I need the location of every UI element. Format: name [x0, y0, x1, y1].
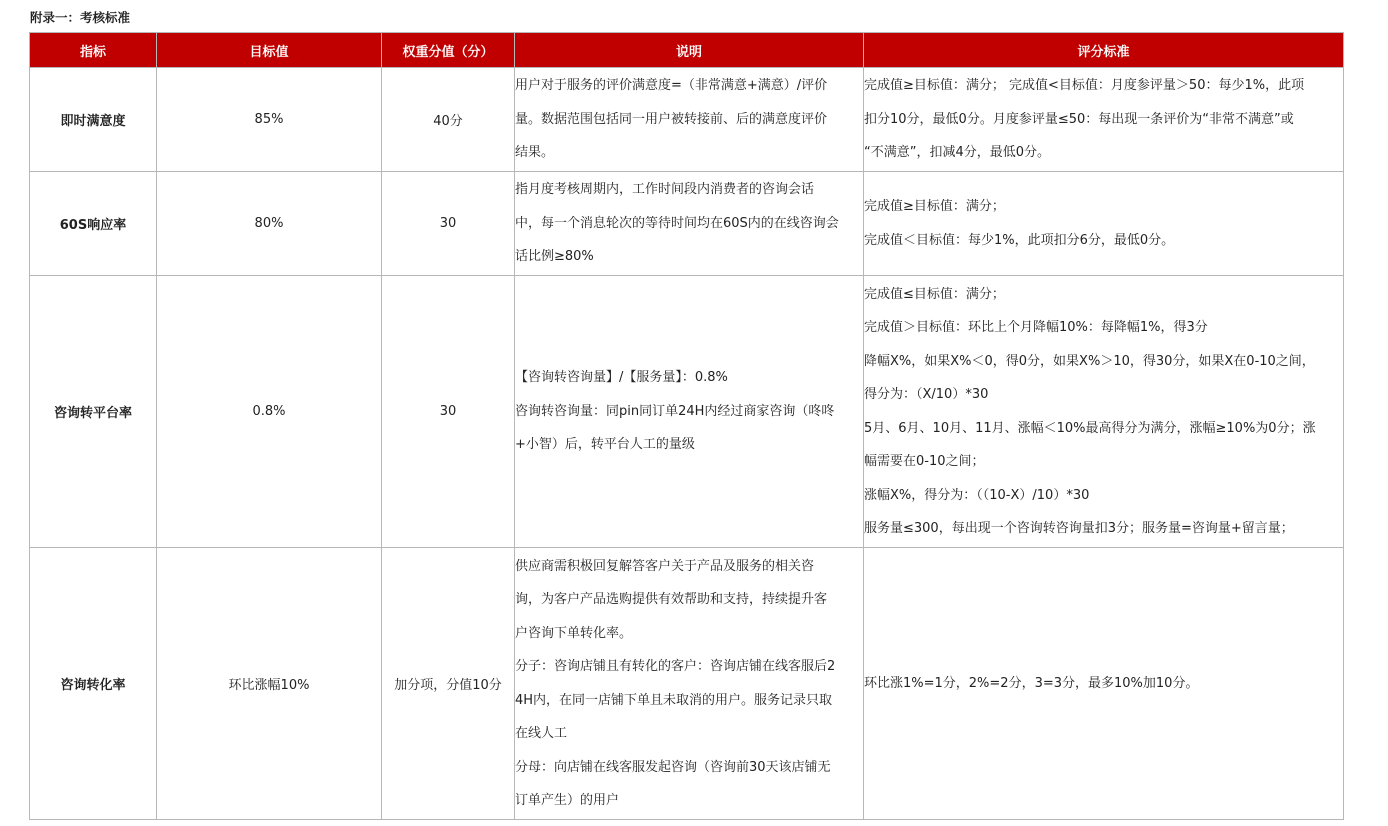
description-line: 咨询转咨询量：同pin同订单24H内经过商家咨询（咚咚 [515, 403, 835, 419]
rule-line: 完成值≥目标值：满分； 完成值<目标值：月度参评量＞50：每少1%，此项 [864, 78, 1305, 94]
scoring-rule-cell [864, 548, 1344, 820]
description-line: 用户对于服务的评价满意度=（非常满意+满意）/评价 [515, 78, 828, 94]
target-value: 环比涨幅10% [157, 548, 382, 820]
table-row [30, 172, 1344, 276]
description-line: 在线人工 [515, 726, 568, 741]
table-row [30, 68, 1344, 172]
target-value: 85% [157, 68, 382, 172]
scoring-rule-cell [864, 172, 1344, 276]
rule-line: 5月、6月、10月、11月、涨幅＜10%最高得分为满分，涨幅≥10%为0分；涨 [864, 420, 1316, 436]
description-cell [515, 68, 864, 172]
target-value: 0.8% [157, 276, 382, 548]
description-line: 中，每一个消息轮次的等待时间均在60S内的在线咨询会 [515, 215, 839, 231]
weight-score: 40分 [382, 68, 515, 172]
description-line: 分子：咨询店铺且有转化的客户：咨询店铺在线客服后2 [515, 659, 836, 674]
description-line: 户咨询下单转化率。 [515, 625, 633, 641]
table-row [30, 548, 1344, 820]
description-line: 分母：向店铺在线客服发起咨询（咨询前30天该店铺无 [515, 759, 831, 775]
description-line: +小智）后，转平台人工的量级 [515, 437, 695, 453]
header-indicator: 指标 [30, 33, 157, 68]
rule-line: 幅需要在0-10之间； [864, 454, 985, 469]
header-weight: 权重分值（分） [382, 33, 515, 68]
header-scoring-rule: 评分标准 [864, 33, 1344, 68]
table-row [30, 276, 1344, 548]
scoring-rule-cell [864, 276, 1344, 548]
rule-line: 服务量≤300，每出现一个咨询转咨询量扣3分；服务量=咨询量+留言量； [864, 521, 1294, 536]
rule-line: 完成值≥目标值：满分； [864, 199, 1005, 214]
description-line: 【咨询转咨询量】/【服务量】：0.8% [515, 370, 728, 386]
description-line: 供应商需积极回复解答客户关于产品及服务的相关咨 [515, 558, 815, 574]
description-cell [515, 172, 864, 276]
rule-line: 完成值＜目标值：每少1%，此项扣分6分，最低0分。 [864, 232, 1175, 248]
target-value: 80% [157, 172, 382, 276]
rule-line: 完成值≤目标值：满分； [864, 286, 1005, 302]
rule-line: 环比涨1%=1分，2%=2分，3=3分，最多10%加10分。 [864, 675, 1199, 691]
weight-score: 30 [382, 276, 515, 548]
header-description: 说明 [515, 33, 864, 68]
description-line: 4H内，在同一店铺下单且未取消的用户。服务记录只取 [515, 692, 833, 708]
rule-line: 降幅X%，如果X%＜0，得0分，如果X%＞10，得30分，如果X在0-10之间， [864, 353, 1315, 369]
description-line: 量。数据范围包括同一用户被转接前、后的满意度评价 [515, 111, 828, 127]
description-line: 订单产生）的用户 [515, 793, 620, 808]
indicator-name: 即时满意度 [30, 68, 157, 172]
weight-score: 30 [382, 172, 515, 276]
rule-line: “不满意”，扣减4分，最低0分。 [864, 145, 1051, 161]
description-cell [515, 548, 864, 820]
description-line: 询，为客户产品选购提供有效帮助和支持，持续提升客 [515, 592, 828, 607]
table-header-row [30, 33, 1344, 68]
rule-line: 扣分10分，最低0分。月度参评量≤50：每出现一条评价为“非常不满意”或 [864, 111, 1294, 127]
description-cell [515, 276, 864, 548]
indicator-name: 咨询转平台率 [30, 276, 157, 548]
header-target: 目标值 [157, 33, 382, 68]
description-line: 指月度考核周期内，工作时间段内消费者的咨询会话 [515, 182, 815, 198]
indicator-name: 咨询转化率 [30, 548, 157, 820]
indicator-name: 60S响应率 [30, 172, 157, 276]
page-title: 附录一：考核标准 [30, 10, 131, 25]
description-line: 话比例≥80% [515, 249, 594, 265]
description-line: 结果。 [515, 145, 555, 161]
scoring-rule-cell [864, 68, 1344, 172]
criteria-table [29, 32, 1344, 820]
rule-line: 得分为：（X/10）*30 [864, 387, 989, 402]
rule-line: 涨幅X%，得分为：（（10-X）/10）*30 [864, 487, 1090, 503]
weight-score: 加分项，分值10分 [382, 548, 515, 820]
rule-line: 完成值＞目标值：环比上个月降幅10%：每降幅1%，得3分 [864, 320, 1208, 335]
